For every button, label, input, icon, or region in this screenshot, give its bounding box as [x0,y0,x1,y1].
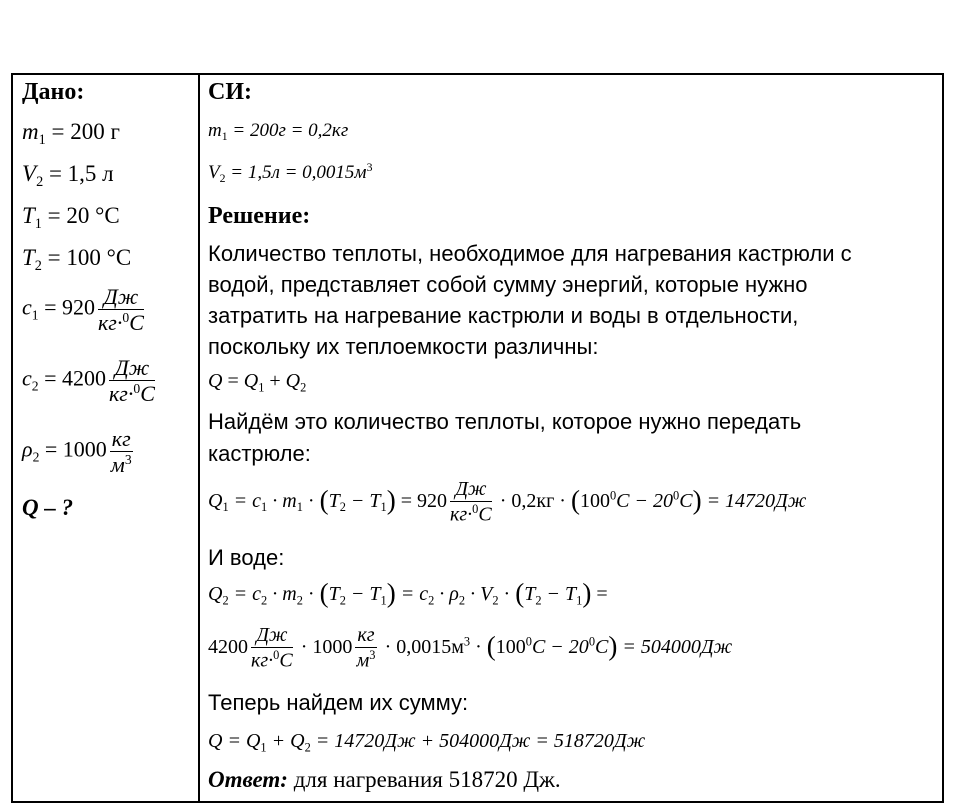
symbol: T [22,245,35,270]
given-rho2 [22,427,136,476]
subscript: 2 [32,449,40,465]
den-text: кг· [109,381,134,407]
superscript: 3 [463,634,471,649]
answer-line [208,767,561,793]
bracket: ( [515,578,525,609]
equation-sum [208,370,306,395]
paragraph-line: кастрюле: [208,441,311,466]
equation-q1 [208,479,806,525]
unit-fraction [355,625,376,671]
term: = c [228,489,262,512]
term: − T [345,583,381,605]
value: = 920 [38,294,95,320]
term: C [679,489,693,512]
solution-title: Решение: [208,203,311,229]
given-t2 [22,245,131,275]
subscript: 1 [296,500,303,515]
given-c2 [22,356,158,405]
bracket: ) [582,578,592,609]
superscript: 0 [122,310,130,326]
value: = 920 [395,489,447,512]
paragraph-line: И воде: [208,545,285,570]
value: · 1000 [295,635,353,658]
den-text: кг· [98,310,123,336]
superscript: 0 [133,381,141,397]
subscript: 1 [38,131,46,148]
unit-fraction [110,427,133,476]
superscript: 3 [369,648,376,662]
term: · 0,2кг · [494,489,571,512]
bracket: ( [319,484,329,515]
symbol: Q [208,583,223,605]
result: = 504000Дж [617,635,733,658]
bracket: ( [486,630,496,661]
subscript: 1 [34,215,42,232]
term: C − 20 [531,635,589,658]
superscript: 0 [588,634,596,649]
term: − T [345,489,381,512]
unit-fraction [109,356,155,405]
symbol: V [22,161,37,186]
bracket: ) [692,484,702,515]
term: 100 [579,489,610,512]
numerator: Дж [251,625,293,648]
numerator: кг [357,624,375,646]
si-m1 [208,120,348,144]
den-end: C [140,381,155,407]
operator: · [302,583,320,605]
subscript: 2 [34,257,42,274]
result: = 14720Дж + 504000Дж = 518720Дж [310,730,646,752]
term: C [595,635,609,658]
equation-q2-general [208,578,608,609]
numerator: Дж [109,356,155,381]
superscript: 0 [273,648,280,662]
superscript: 0 [472,502,479,516]
term: · 0,0015м [379,635,464,658]
value: 4200 [208,635,248,658]
value: = 200 г [45,119,120,144]
value: = 1,5л = 0,0015м [225,162,367,184]
symbol: Q [243,370,259,392]
bracket: ( [319,578,329,609]
given-v2 [22,161,114,191]
answer-label: Ответ: [208,767,288,792]
si-v2 [208,161,372,186]
value: = 4200 [38,365,106,391]
given-m1 [22,119,120,149]
term: · m [267,489,297,512]
superscript: 0 [525,634,532,649]
column-divider [198,75,200,801]
value: = 1000 [39,436,107,462]
subscript: 1 [221,130,228,144]
subscript: 2 [339,500,346,515]
bracket: ) [386,578,396,609]
symbol: Q [208,370,223,392]
symbol: c [22,294,32,320]
bracket: ( [570,484,580,515]
operator: = [591,583,608,605]
bracket: ) [608,630,618,661]
superscript: 0 [609,488,617,503]
subscript: 1 [261,500,268,515]
subscript: 2 [219,172,226,186]
operator: = [222,370,244,392]
given-title: Дано: [22,79,85,105]
subscript: 2 [339,593,346,608]
term: 100 [495,635,526,658]
value: = 20 °C [41,203,120,228]
den-text: кг· [251,649,274,672]
solution-table [11,73,944,803]
symbol: m [22,119,39,144]
paragraph-line: Найдём это количество теплоты, которое нужно передать [208,409,802,434]
unit-fraction [251,625,293,671]
term: T [328,583,340,605]
subscript: 1 [576,593,583,608]
paragraph-line: поскольку их теплоемкости различны: [208,334,599,359]
denominator [450,502,492,525]
subscript: 2 [492,593,499,608]
symbol: ρ [22,436,33,462]
term: + Q [266,730,305,752]
subscript: 2 [296,593,303,608]
si-title: СИ: [208,79,252,105]
superscript: 3 [124,452,132,468]
paragraph-line: Количество теплоты, необходимое для нагревания кастрюли с [208,241,852,266]
denominator [251,648,293,671]
term: T [524,583,536,605]
numerator: Дж [98,285,144,310]
subscript: 1 [222,500,229,515]
subscript: 2 [261,593,268,608]
value: = 100 °C [41,245,132,270]
symbol: V [208,162,220,184]
subscript: 1 [380,593,387,608]
symbol: Q [208,730,223,752]
subscript: 1 [380,500,387,515]
given-c1 [22,285,147,334]
subscript: 1 [258,380,265,395]
denominator [110,452,133,476]
unit-fraction [450,479,492,525]
term: · ρ [434,583,459,605]
subscript: 1 [31,307,39,323]
operator: · [470,635,487,658]
bracket: ) [386,484,396,515]
symbol: T [22,203,35,228]
symbol: Q [208,489,223,512]
term: = c [395,583,429,605]
operator: · [302,489,320,512]
subscript: 2 [428,593,435,608]
term: − T [541,583,577,605]
subscript: 2 [458,593,466,608]
operator: · [498,583,516,605]
denominator [98,310,144,334]
den-text: кг· [450,503,473,526]
subscript: 2 [535,593,542,608]
term: · m [267,583,297,605]
paragraph-line: водой, представляет собой сумму энергий, которые нужно [208,272,808,297]
subscript: 2 [300,380,307,395]
den-end: C [478,503,492,526]
den-text: м [110,452,125,478]
subscript: 2 [222,593,229,608]
operator: + [264,370,286,392]
numerator: Дж [450,479,492,502]
term: T [328,489,340,512]
unit-fraction [98,285,144,334]
value: = 1,5 л [43,161,114,186]
answer-text: для нагревания 518720 Дж. [287,767,561,792]
den-text: м [356,649,370,672]
symbol: m [208,120,222,141]
subscript: 2 [36,173,44,190]
term: = c [228,583,262,605]
numerator: кг [111,426,131,451]
subscript: 2 [304,740,311,755]
denominator [109,381,155,405]
equation-total [208,730,645,755]
equation-q2-numeric [208,625,732,671]
superscript: 3 [366,161,373,174]
subscript: 1 [260,740,267,755]
given-t1 [22,203,120,233]
term: = Q [222,730,261,752]
paragraph-line: затратить на нагревание кастрюли и воды в отдельности, [208,303,799,328]
den-end: C [129,310,144,336]
given-unknown: Q – ? [22,495,74,520]
term: C − 20 [616,489,674,512]
value: = 200г = 0,2кг [227,120,349,141]
subscript: 2 [31,378,39,394]
paragraph-line: Теперь найдем их сумму: [208,690,469,715]
term: · V [465,583,493,605]
superscript: 0 [673,488,680,503]
result: = 14720Дж [701,489,807,512]
symbol: Q [285,370,301,392]
denominator [355,648,376,671]
symbol: c [22,365,32,391]
den-end: C [279,649,293,672]
